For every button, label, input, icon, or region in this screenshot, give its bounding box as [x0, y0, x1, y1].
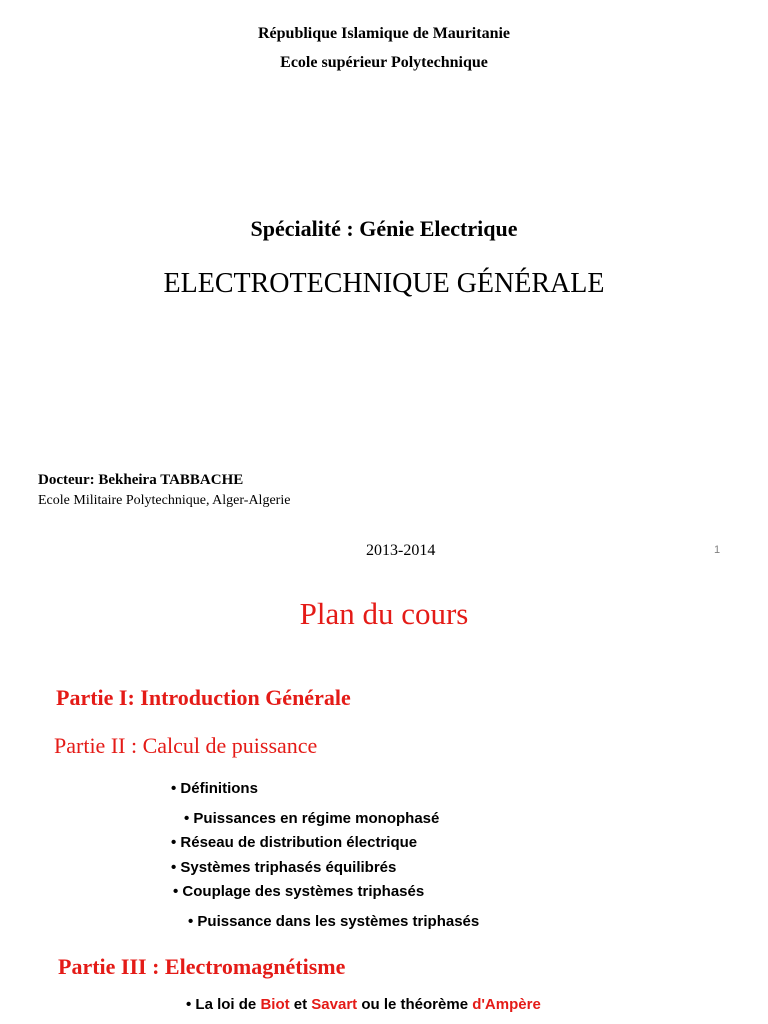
ampere-text: d'Ampère [472, 996, 541, 1013]
biot-text: Biot [260, 996, 290, 1013]
header-republic: République Islamique de Mauritanie [257, 25, 511, 42]
page-number: 1 [714, 544, 721, 556]
list-item-text: ou le théorème [357, 996, 473, 1013]
list-item: • Systèmes triphasés équilibrés [171, 859, 397, 876]
list-item: • Définitions [171, 780, 258, 797]
partie-2-heading: Partie II : Calcul de puissance [54, 733, 318, 758]
course-title: ELECTROTECHNIQUE GÉNÉRALE [163, 268, 605, 299]
list-item-biot-savart [186, 996, 541, 1013]
partie-3-heading: Partie III : Electromagnétisme [58, 954, 346, 979]
author-name: Docteur: Bekheira TABBACHE [38, 472, 244, 488]
partie-1-heading: Partie I: Introduction Générale [56, 685, 351, 710]
author-affiliation: Ecole Militaire Polytechnique, Alger-Algerie [38, 493, 291, 508]
list-item-text: et [289, 996, 312, 1013]
list-item: • Couplage des systèmes triphasés [173, 883, 425, 900]
specialite-heading: Spécialité : Génie Electrique [250, 216, 518, 241]
header-school: Ecole supérieur Polytechnique [280, 54, 488, 71]
savart-text: Savart [311, 996, 358, 1013]
list-item-text: • La loi de [186, 996, 261, 1013]
list-item: • Puissances en régime monophasé [184, 810, 440, 827]
list-item: • Réseau de distribution électrique [171, 834, 418, 851]
plan-title: Plan du cours [299, 596, 469, 631]
academic-years: 2013-2014 [366, 542, 436, 559]
list-item: • Puissance dans les systèmes triphasés [188, 913, 480, 930]
